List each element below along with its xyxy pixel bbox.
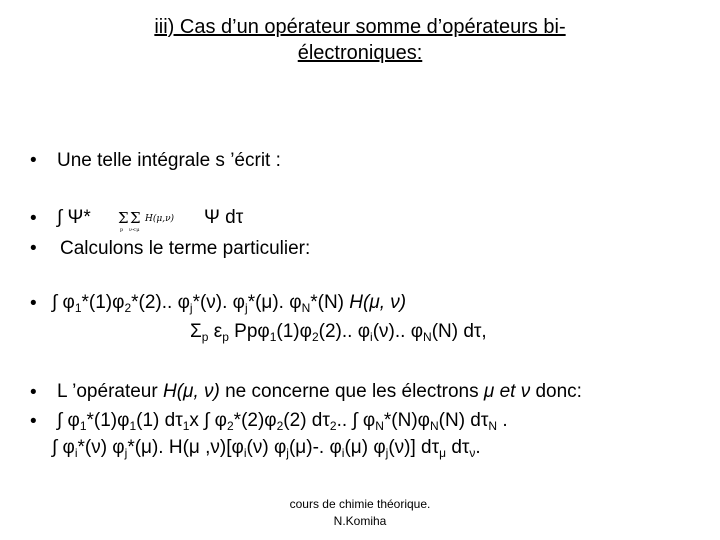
title-line-2: électroniques: — [297, 42, 423, 64]
bullet-2-prefix: ∫ Ψ* — [57, 207, 91, 228]
bullet-3-text: Calculons le terme particulier: — [60, 238, 311, 259]
svg-text:p: p — [120, 227, 124, 232]
bullet-5-text: L ’opérateur H(μ, ν) ne concerne que les électrons μ et ν donc: — [57, 381, 582, 402]
bullet-marker: • — [30, 238, 37, 259]
bullet-1-text: Une telle intégrale s ’écrit : — [57, 150, 281, 171]
bullet-2-suffix: Ψ dτ — [204, 207, 244, 228]
svg-text:H(μ,ν): H(μ,ν) — [145, 214, 175, 224]
bullet-4-line-1: ∫ $\varphi_1*(1)\varphi_2*(2)$.. $\varphi_j*(\nu)$. $\varphi_j*(\mu)$. $\varphi_N*(N)$ H(μ, ν) — [52, 292, 407, 315]
sum-operator-formula — [114, 206, 186, 232]
svg-text:ν<μ: ν<μ — [129, 227, 140, 232]
title-line-1: iii) Cas d’un opérateur somme d’opérateurs bi- — [154, 16, 566, 38]
bullet-marker: • — [30, 411, 37, 432]
bullet-6-line-1: ∫ $\varphi_1*(1)\varphi_1(1)$ $d\tau_1x$ ∫ $\varphi_2*(2)\varphi_2(2)$ $d\tau_2$.. ∫ $\varphi_N*(N)\varphi_N(N)$ $d\tau_N$ . — [57, 410, 508, 433]
slide-footer — [240, 496, 480, 530]
footer-course: cours de chimie théorique. — [289, 497, 431, 511]
bullet-marker: • — [30, 293, 37, 314]
bullet-marker: • — [30, 382, 37, 403]
svg-text:Σ: Σ — [130, 209, 141, 227]
bullet-6-line-2: ∫ $\varphi_i*(\nu)$ $\varphi_j*(\mu)$. H(μ $,\nu)[\varphi_i(\nu)$ $\varphi_j(\mu)-$. $\varphi_i(\mu)$ $\varphi_j(\nu)$] $d\tau_\mu$ $d\tau_\nu$. — [52, 437, 481, 460]
footer-author: N.Komiha — [333, 514, 387, 528]
bullet-4-line-2: $\Sigma_p$ $\varepsilon_p$ $Pp\varphi_1(1)\varphi_2(2)$.. $\varphi_i(\nu)$.. $\varphi_N(N)$ dτ, — [190, 321, 487, 344]
bullet-marker: • — [30, 208, 37, 229]
svg-text:Σ: Σ — [118, 209, 129, 227]
bullet-marker: • — [30, 150, 37, 171]
slide-title — [60, 14, 660, 66]
